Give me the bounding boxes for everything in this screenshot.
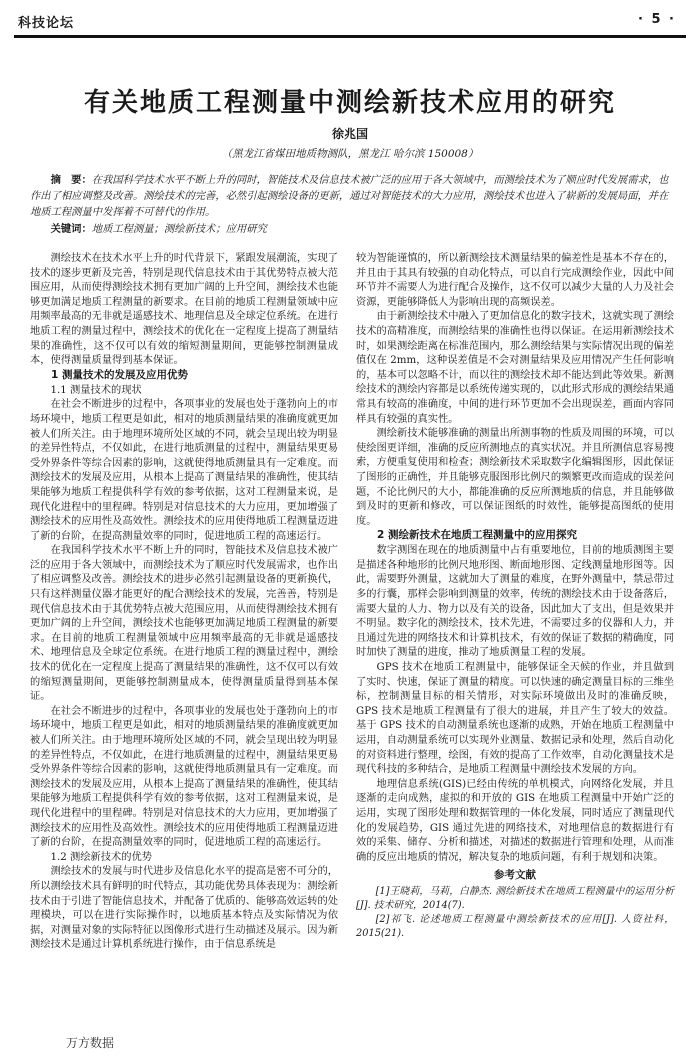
- article-affiliation: （黑龙江省煤田地质物测队，黑龙江 哈尔滨 150008）: [221, 148, 479, 160]
- section-heading: 1 测量技术的发展及应用优势: [51, 368, 188, 381]
- body-paragraph: 测绘技术的发展与时代进步及信息化水平的提高是密不可分的，所以测绘技术具有鲜明的时代特点，其功能优势具体表现为：测绘新技术由于引进了智能信息技术，并配备了优质的、能够高效运转的处理模块，可以在进行实际操作时，以地质基本特点及实际情况为依据，对测量对象的实际特征以图像形式进行生动描述及展示。因为新测绘技术是通过计算机系统进行操作，由于信息系统是: [30, 865, 338, 951]
- keywords-text: 地质工程测量；测绘新技术；应用研究: [91, 223, 267, 235]
- article-author: 徐兆国: [331, 127, 368, 141]
- subsection-heading: 1.1 测量技术的现状: [50, 383, 142, 396]
- article-title: 有关地质工程测量中测绘新技术应用的研究: [83, 88, 616, 118]
- body-paragraph: 测绘技术在技术水平上升的时代背景下，紧跟发展潮流，实现了技术的逐步更新及完善，特别是现代信息技术由于其优势特点被大范围应用，从而使得测绘技术拥有更加广阔的上升空间，测绘技术也能够更加满足地质工程测量的新要求。在目前的地质工程测量领域中应用频率最高的无非就是遥感技术、地理信息及全球定位系统。在进行地质工程的测量过程中，测绘技术的优化在一定程度上提高了测量结果的准确性，这不仅可以有效的缩短测量期间，更能够控制测量成本，使得测量质量得到基本保证。: [30, 252, 338, 367]
- body-paragraph: GPS 技术在地质工程测量中，能够保证全天候的作业，并且做到了实时、快速，保证了测量的精度。可以快速的确定测量目标的三维坐标，控制测量目标的相关情形，对实际环境做出及时的准确反映，GPS 技术是地质工程测量有了很大的进展，并且产生了较大的效益。基于 GPS 技术的自动测量系统也逐渐的成熟，开始在地质工程测量中运用，自动测量系统可以实现外业测量、数据记录和处理，然后自动化的对资料进行整理，绘图，有效的提高了工作效率，自动化测量技术是现代科技的多种结合，是地质工程测量中测绘技术发展的方向。: [356, 661, 674, 776]
- body-paragraph: 测绘新技术能够准确的测量出所测事物的性质及周围的环境，可以使绘图更详细，准确的反应所测地点的真实状况。并且所测信息容易搜索，方便重复使用和检查；测绘新技术采取数字化编辑图形，因此保证了图形的正确性，并且能够克服图形比例尺的频繁更改而造成的误差问题，不论比例尺的大小，都能准确的反应所测地质的信息，并且能够做到及时的更新和修改，可以保证图纸的时效性，能够提高图纸的使用度。: [356, 427, 674, 527]
- references-heading: 参考文献: [494, 869, 536, 882]
- reference-item: [2]祁飞. 论述地质工程测量中测绘新技术的应用[J]. 人资社科，2015(21).: [356, 913, 674, 939]
- header-rule: [14, 35, 686, 38]
- abstract-label: 摘 要：: [50, 174, 92, 186]
- abstract-text: 在我国科学技术水平不断上升的同时，智能技术及信息技术被广泛的应用于各大领域中，而测绘技术为了顺应时代发展需求，也作出了相应调整及改善。测绘技术的完善，必然引起测绘设备的更新，通过对智能技术的大力应用，测绘技术也进入了崭新的发展局面，并在地质工程测量中发挥着不可替代的作用。: [30, 174, 669, 218]
- keywords-label: 关键词：: [50, 223, 92, 235]
- body-paragraph: 数字测图在现在的地质测量中占有重要地位，目前的地质测图主要是描述各种地形的比例尺地形图、断面地形图、定线测量地形图等。因此，需要野外测量，这就加大了测量的难度，在野外测量中，禁忌带过多的行囊，那样会影响到测量的效率，传统的测绘技术由于设备落后，需要大量的人力、物力以及有关的设备，因此加大了支出，但是效果并不明显。数字化的测绘技术，技术先进，不需要过多的仪器和人力，并且通过先进的网络技术和计算机技术，有效的保证了数据的精确度，同时加快了测量的进度，推动了地质测量工程的发展。: [356, 544, 674, 659]
- page-number: · 5 ·: [638, 12, 676, 27]
- body-paragraph: 较为智能谨慎的，所以新测绘技术测量结果的偏差性是基本不存在的，并且由于其具有较强的自动化特点，可以自行完成测绘作业，因此中间环节并不需要人为进行配合及操作，这不仅可以减少大量的人力及社会资源，更能够降低人为影响出现的高频误差。: [356, 252, 674, 308]
- body-paragraph: 地理信息系统(GIS)已经由传统的单机模式，向网络化发展，并且逐渐的走向成熟，虚拟的和开放的 GIS 在地质工程测量中开始广泛的运用，实现了图形处理和数据管理的一体化发展，同时适应了测量现代化的发展趋势，GIS 通过先进的网络技术，对地理信息的数据进行有效的采集、储存、分析和描述，对描述的数据进行管理和处理，从而准确的反应出地质的情况，解决复杂的地质问题，有利于规划和决策。: [356, 777, 674, 863]
- right-column: [356, 251, 674, 941]
- keywords: [30, 221, 670, 237]
- left-column: [30, 251, 338, 952]
- subsection-heading: 1.2 测绘新技术的优势: [50, 850, 153, 863]
- body-paragraph: 在我国科学技术水平不断上升的同时，智能技术及信息技术被广泛的应用于各大领域中，而测绘技术为了顺应时代发展需求，也作出了相应调整及改善。测绘技术的进步必然引起测量设备的更新换代，只有这样测量仪器才能更好的配合测绘技术的发展，完善善，特别是现代信息技术由于其优势特点被大范围应用，从而使得测绘技术拥有更加广阔的上升空间，测绘技术也能够更加满足地质工程测量的新要求。在目前的地质工程测量领域中应用频率最高的无非就是遥感技术、地理信息及全球定位系统。在进行地质工程的测量过程中，测绘技术的优化在一定程度上提高了测量结果的准确性，这不仅可以有效的缩短测量期间，更能够控制测量成本，使得测量质量得到基本保证。: [30, 544, 338, 703]
- section-heading: 2 测绘新技术在地质工程测量中的应用探究: [377, 529, 577, 542]
- abstract: [30, 172, 670, 220]
- body-paragraph: 在社会不断进步的过程中，各项事业的发展也处于蓬勃向上的市场环境中，地质工程更是如此，相对的地质测量结果的准确度就更加被人们所关注。由于地理环境所处区域的不同，就会呈现出较为明显的差异性特点，不仅如此，在进行地质测量的过程中，测量结果更易受外界条件等综合因素的影响，这就使得地质测量具有一定难度。而测绘技术的发展及应用，从根本上提高了测量结果的准确性，使其结果能够为地质工程提供科学有效的参考依据，这对工程测量来说，是现代化进程中的里程碑。特别是对信息技术的大力应用，更加增强了测绘技术的应用性及高效性。测绘技术的应用使得地质工程测量迈进了新的台阶，在提高测量效率的同时，促进地质工程的高速运行。: [30, 398, 338, 542]
- watermark: 万方数据: [66, 1036, 115, 1050]
- journal-name: 科技论坛: [18, 16, 75, 31]
- reference-item: [1]王晓莉，马莉，白静杰. 测绘新技术在地质工程测量中的运用分析[J]. 技术研究，2014(7).: [356, 885, 674, 911]
- body-paragraph: 在社会不断进步的过程中，各项事业的发展也处于蓬勃向上的市场环境中，地质工程更是如此，相对的地质测量结果的准确度就更加被人们所关注。由于地理环境所处区域的不同，就会呈现出较为明显的差异性特点，不仅如此，在进行地质测量的过程中，测量结果更易受外界条件等综合因素的影响，这就使得地质测量具有一定难度。而测绘技术的发展及应用，从根本上提高了测量结果的准确性，使其结果能够为地质工程提供科学有效的参考依据，这对工程测量来说，是现代化进程中的里程碑。特别是对信息技术的大力应用，更加增强了测绘技术的应用性及高效性。测绘技术的应用使得地质工程测量迈进了新的台阶，在提高测量效率的同时，促进地质工程的高速运行。: [30, 704, 338, 849]
- body-paragraph: 由于新测绘技术中融入了更加信息化的数字技术，这就实现了测绘技术的高精准度，而测绘结果的准确性也得以保证。在运用新测绘技术时，如果测绘距离在标准范围内，那么测绘结果与实际情况出现的偏差值仅在 2mm，这种误差值是不会对测量结果及应用情况产生任何影响的，基本可以忽略不计，而以往的测绘技术却不能达到此等效果。新测绘技术的测绘内容都是以系统传递实现的，以此形式形成的测绘结果通常具有较高的准确度，中间的进行环节更加不会出现误差，画面内容同样具有较强的真实性。: [356, 310, 674, 425]
